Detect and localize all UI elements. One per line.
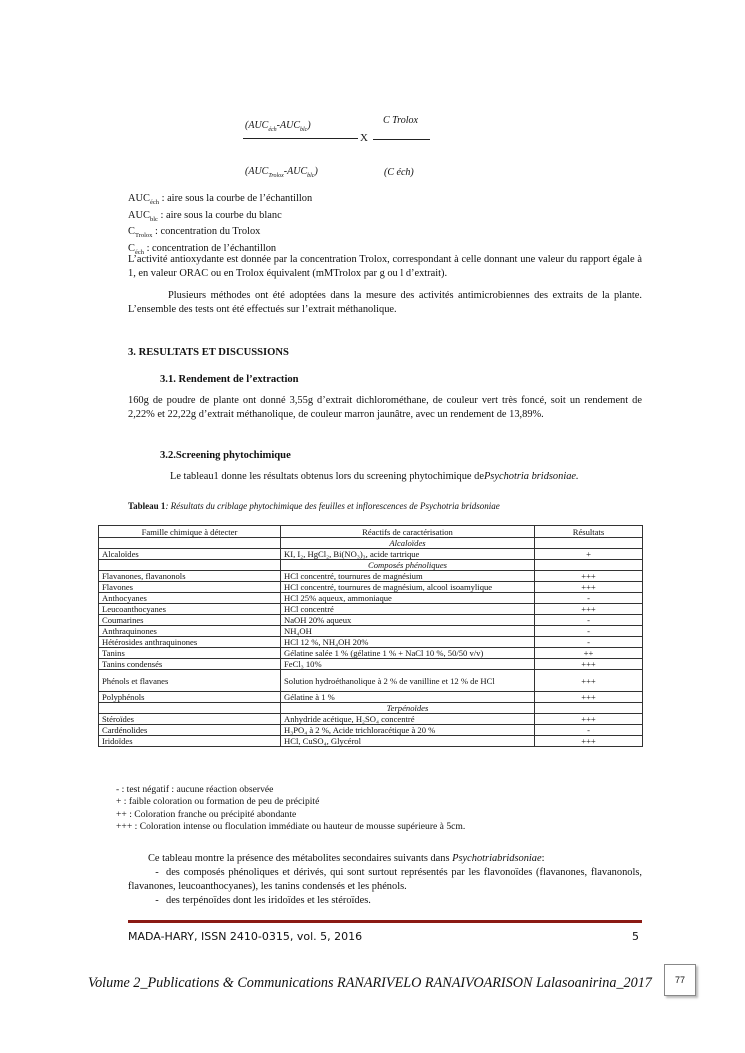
subsection-heading-yield: 3.1. Rendement de l’extraction bbox=[160, 374, 299, 385]
table-row: Stéroïdes Anhydride acétique, H₂SO₄ concentré +++ bbox=[99, 714, 643, 725]
paragraph-antioxidant: L’activité antioxydante est donnée par la concentration Trolox, correspondant à celle donnant une valeur du rapport égale à 1, en valeur ORAC ou en Trolox équivalent (mMTrolox par g ou l d’extrait). bbox=[128, 254, 642, 279]
footer-rule bbox=[128, 920, 642, 923]
bullet-mark: - bbox=[155, 895, 159, 906]
footer-page-number: 5 bbox=[632, 930, 639, 943]
paragraph-yield: 160g de poudre de plante ont donné 3,55g d’extrait dichlorométhane, de couleur vert très foncé, soit un rendement de 2,22% et 22,22g d’extrait méthanolique, de couleur marron jaunâtre, avec un rendement de 13,89%. bbox=[128, 395, 642, 420]
table-row: Alcaloïdes KI, I₂, HgCl₂, Bi(NO₃)₃, acide tartrique + bbox=[99, 549, 643, 560]
formula-numerator: $(AUC_{éch}-AUC_{blc})$ bbox=[245, 120, 311, 133]
table-row: Iridoïdes HCl, CuSO₄, Glycérol +++ bbox=[99, 736, 643, 747]
group-label: Composés phénoliques bbox=[281, 560, 535, 571]
page-number-box: 77 bbox=[664, 964, 696, 996]
section-heading-results: 3. RESULTATS ET DISCUSSIONS bbox=[128, 347, 289, 358]
table-row: Anthocyanes HCl 25% aqueux, ammoniaque - bbox=[99, 593, 643, 604]
formula-denominator: $(AUC_{Trolox}-AUC_{blc})$ bbox=[245, 166, 318, 179]
group-label: Alcaloïdes bbox=[281, 538, 535, 549]
bottom-volume-line: Volume 2_Publications & Communications RANARIVELO RANAIVOARISON Lalasoanirina_2017 bbox=[88, 975, 652, 991]
table-row: Polyphénols Gélatine à 1 % +++ bbox=[99, 692, 643, 703]
definitions-list bbox=[128, 193, 528, 260]
column-header: Réactifs de caractérisation bbox=[281, 526, 535, 538]
formula-c-trolox: C Trolox bbox=[383, 115, 418, 126]
definition-item: $C_{Trolox}$ : concentration du Trolox bbox=[128, 226, 261, 240]
table-row: Flavanones, flavanonols HCl concentré, tournures de magnésium +++ bbox=[99, 571, 643, 582]
legend-item: - : test négatif : aucune réaction observée bbox=[116, 784, 274, 795]
legend-item: ++ : Coloration franche ou précipité abondante bbox=[116, 808, 297, 820]
formula-fraction-line-right bbox=[373, 139, 430, 140]
table-group-row bbox=[99, 703, 643, 714]
column-header: Résultats bbox=[535, 526, 643, 538]
table-row: Tanins Gélatine salée 1 % (gélatine 1 % + NaCl 10 %, 50/50 v/v) ++ bbox=[99, 648, 643, 659]
phytochemical-table bbox=[98, 525, 643, 747]
formula-c-ech: (C éch) bbox=[384, 167, 414, 178]
table-group-row bbox=[99, 560, 643, 571]
legend-item: + : faible coloration ou formation de peu de précipité bbox=[116, 796, 320, 808]
bullet-item: - des terpénoïdes dont les iridoïdes et les stéroïdes. bbox=[128, 894, 642, 908]
table-row: Leucoanthocyanes HCl concentré +++ bbox=[99, 604, 643, 615]
bullet-item: - des composés phénoliques et dérivés, qui sont surtout représentés par les flavonoïdes (flavanones, flavanonols, flavanones, leucoanthocyanes), les tanins condensés et les phénols. bbox=[128, 867, 642, 892]
paragraph-methods: Plusieurs méthodes ont été adoptées dans la mesure des activités antimicrobiennes des extraits de la plante. L’ensemble des tests ont été effectués sur l’extrait méthanolique. bbox=[128, 290, 642, 315]
table-row: Anthraquinones NH₄OH - bbox=[99, 626, 643, 637]
table-row: Coumarines NaOH 20% aqueux - bbox=[99, 615, 643, 626]
table-legend bbox=[116, 784, 616, 833]
table-caption: Tableau 1: Résultats du criblage phytochimique des feuilles et inflorescences de Psychotria bridsoniae bbox=[128, 501, 500, 511]
group-label: Terpénoïdes bbox=[281, 703, 535, 714]
column-header: Famille chimique à détecter bbox=[99, 526, 281, 538]
table-row: Phénols et flavanes Solution hydroéthanolique à 2 % de vanilline et 12 % de HCl +++ bbox=[99, 670, 643, 692]
table-row: Cardénolides H₃PO₄ à 2 %, Acide trichloracétique à 20 % - bbox=[99, 725, 643, 736]
footer-journal: MADA-HARY, ISSN 2410-0315, vol. 5, 2016 bbox=[128, 930, 363, 943]
paragraph-table-intro: Ce tableau montre la présence des métabolites secondaires suivants dans Psychotriabridsoniae: bbox=[148, 853, 545, 864]
table-group-row bbox=[99, 538, 643, 549]
definition-item: $AUC_{blc}$ : aire sous la courbe du blanc bbox=[128, 209, 282, 223]
formula-fraction-line-left bbox=[243, 138, 358, 139]
table-row: Tanins condensés FeCl₃ 10% +++ bbox=[99, 659, 643, 670]
definition-item: $C_{éch}$ : concentration de l’échantillon bbox=[128, 243, 277, 257]
subsection-heading-screening: 3.2.Screening phytochimique bbox=[160, 450, 291, 461]
formula-times: X bbox=[360, 132, 368, 144]
paragraph-screening: Le tableau1 donne les résultats obtenus lors du screening phytochimique dePsychotria bridsoniae. bbox=[170, 471, 579, 482]
table-header-row bbox=[99, 526, 643, 538]
definition-item: $AUC_{éch}$ : aire sous la courbe de l’échantillon bbox=[128, 193, 313, 207]
legend-item: +++ : Coloration intense ou floculation immédiate ou hauteur de mousse supérieure à 5cm. bbox=[116, 820, 466, 832]
table-row: Hétérosides anthraquinones HCl 12 %, NH₄OH 20% - bbox=[99, 637, 643, 648]
bullet-mark: - bbox=[155, 867, 159, 878]
table-row: Flavones HCl concentré, tournures de magnésium, alcool isoamylique +++ bbox=[99, 582, 643, 593]
